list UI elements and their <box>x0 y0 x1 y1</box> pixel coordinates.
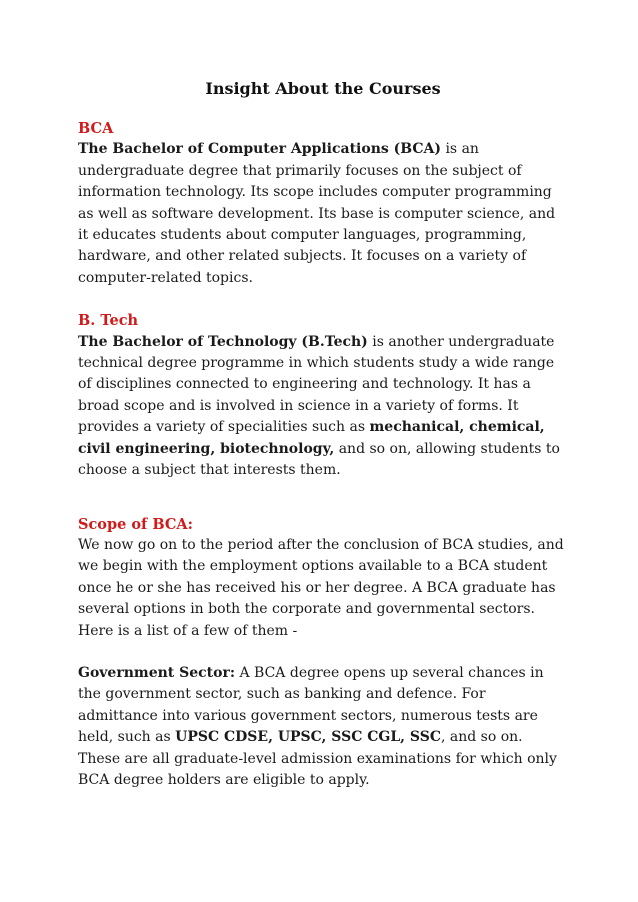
government-exams: UPSC CDSE, UPSC, SSC CGL, SSC <box>175 729 441 746</box>
btech-paragraph <box>78 332 568 482</box>
btech-specialities: mechanical, chemical, civil engineering, biotechnology, <box>78 419 545 457</box>
section-bca <box>78 118 568 289</box>
bca-heading: BCA <box>78 120 114 137</box>
btech-description-end: and so on, allowing students to choose a subject that interests them. <box>78 440 560 479</box>
section-btech <box>78 310 568 481</box>
section-spacer <box>78 289 568 310</box>
scope-heading: Scope of BCA: <box>78 515 194 533</box>
scope-paragraph: We now go on to the period after the conclusion of BCA studies, and we begin with the employment options available to a BCA student once he or she has received his or her degree. A BCA graduate has several options in both the corporate and governmental sectors. Here is a list of a few of them - <box>78 536 564 639</box>
section-scope <box>78 514 568 642</box>
section-spacer <box>78 482 568 514</box>
document-page <box>78 78 568 791</box>
btech-description: is another undergraduate technical degree programme in which students study a wide range of disciplines connected to engineering and technology. It has a broad scope and is involved in science in a variety of forms. It provides a variety of specialities such as <box>78 333 555 436</box>
section-government <box>78 663 568 791</box>
bca-description: is an undergraduate degree that primarily focuses on the subject of information technology. Its scope includes computer programming as well as software development. Its base is computer science, and it educates students about computer languages, programming, hardware, and other related subjects. It focuses on a variety of computer-related topics. <box>78 141 556 286</box>
government-description-end: , and so on. These are all graduate-level admission examinations for which only BCA degree holders are eligible to apply. <box>78 729 557 788</box>
government-paragraph <box>78 663 568 791</box>
section-spacer <box>78 642 568 663</box>
government-label: Government Sector: <box>78 664 236 681</box>
btech-heading: B. Tech <box>78 312 139 330</box>
bca-paragraph <box>78 139 568 289</box>
page-title: Insight About the Courses <box>205 79 441 98</box>
bca-degree-name: The Bachelor of Computer Applications (BCA) <box>78 141 441 158</box>
government-description: A BCA degree opens up several chances in the government sector, such as banking and defence. For admittance into various government sectors, numerous tests are held, such as <box>78 664 544 746</box>
btech-degree-name: The Bachelor of Technology (B.Tech) <box>78 333 368 350</box>
